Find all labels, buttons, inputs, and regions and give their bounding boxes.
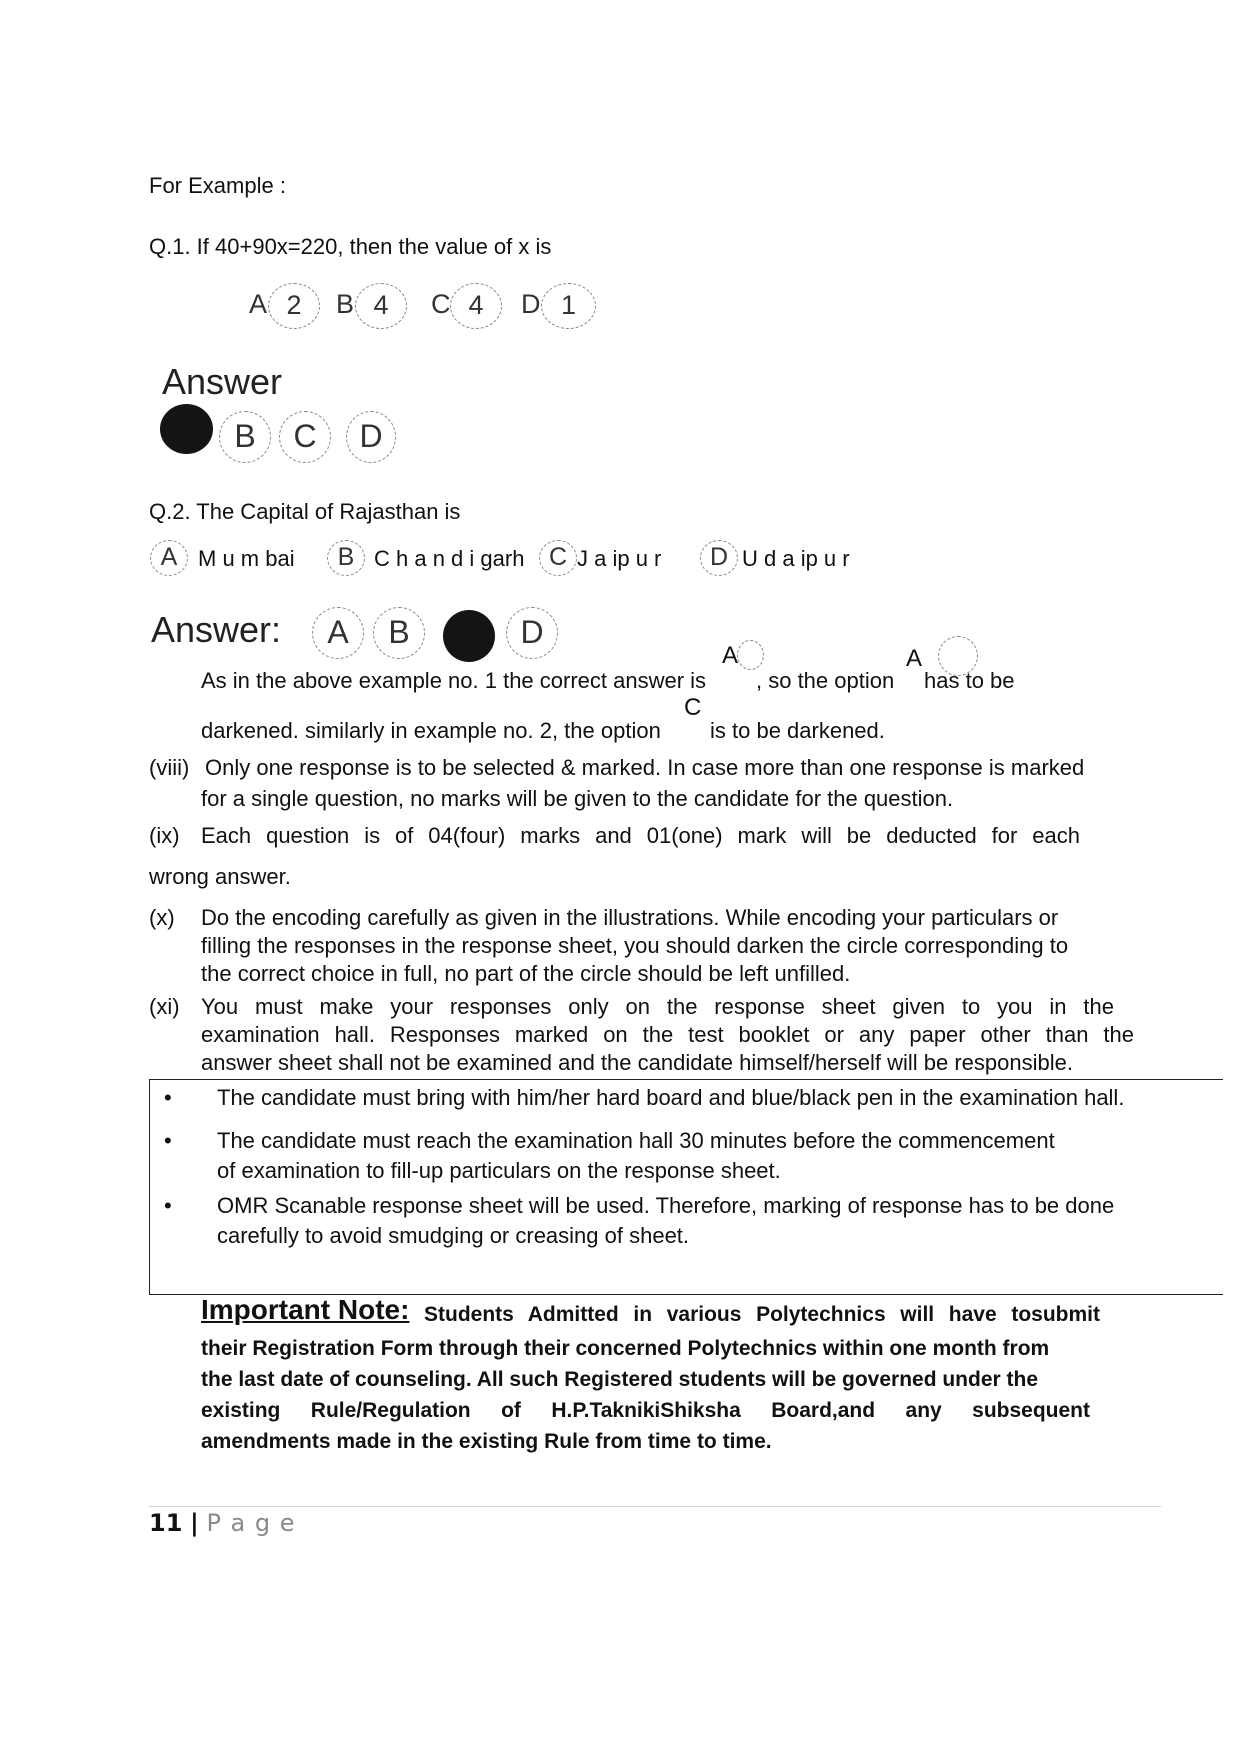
footer bbox=[149, 1509, 296, 1537]
q2-option-a-circle[interactable]: A bbox=[150, 540, 188, 576]
bullet-3-symbol: • bbox=[164, 1193, 172, 1218]
important-note-line5: amendments made in the existing Rule from time to time. bbox=[201, 1430, 772, 1453]
answer2-bubble-c-filled[interactable] bbox=[443, 610, 495, 662]
important-note-line2: their Registration Form through their concerned Polytechnics within one month from bbox=[201, 1337, 1050, 1360]
item-viii-number: (viii) bbox=[149, 755, 190, 780]
explain-ref-a-letter: A bbox=[722, 642, 739, 669]
bullet-2-line2: of examination to fill-up particulars on the response sheet. bbox=[217, 1158, 781, 1183]
q2-option-d-circle[interactable]: D bbox=[700, 540, 738, 576]
q1-option-d-letter: D bbox=[521, 289, 541, 319]
q1-option-a-letter: A bbox=[249, 289, 268, 319]
q2-option-b-text: C h a n d i garh bbox=[374, 546, 525, 571]
explain-line1-part2: , so the option bbox=[756, 668, 895, 693]
q1-question: Q.1. If 40+90x=220, then the value of x is bbox=[149, 234, 552, 259]
q2-option-c-circle[interactable]: C bbox=[539, 540, 577, 576]
q1-option-d-circle[interactable]: 1 bbox=[541, 283, 596, 329]
q1-option-a-circle[interactable]: 2 bbox=[268, 283, 320, 329]
answer2-bubble-d[interactable]: D bbox=[506, 607, 558, 659]
intro-text: For Example : bbox=[149, 173, 286, 198]
bullet-2-line1: The candidate must reach the examination hall 30 minutes before the commencement bbox=[217, 1128, 1055, 1153]
answer2-bubble-a[interactable]: A bbox=[312, 607, 364, 659]
answer1-bubble-b[interactable]: B bbox=[219, 411, 271, 463]
answer2-label: Answer: bbox=[151, 609, 282, 650]
item-x-line2: filling the responses in the response sheet, you should darken the circle corresponding to bbox=[201, 933, 1069, 958]
item-ix-number: (ix) bbox=[149, 823, 180, 848]
q1-option-b-circle[interactable]: 4 bbox=[355, 283, 407, 329]
footer-page-number: 11 bbox=[149, 1509, 183, 1537]
important-note-line1: Students Admitted in various Polytechnics will have tosubmit bbox=[424, 1303, 1100, 1326]
explain-ref-a-circle bbox=[737, 640, 764, 670]
bullet-2-symbol: • bbox=[164, 1128, 172, 1153]
footer-divider bbox=[149, 1506, 1161, 1507]
bullet-3-line1: OMR Scanable response sheet will be used. Therefore, marking of response has to be done bbox=[217, 1193, 1115, 1218]
instructions-box bbox=[149, 1079, 1223, 1295]
q2-question: Q.2. The Capital of Rajasthan is bbox=[149, 499, 461, 524]
q2-option-d-text: U d a ip u r bbox=[742, 546, 850, 571]
answer2-bubble-b[interactable]: B bbox=[373, 607, 425, 659]
q1-option-c-letter: C bbox=[431, 289, 451, 319]
important-note-title: Important Note: bbox=[201, 1294, 410, 1325]
item-viii-line1: Only one response is to be selected & marked. In case more than one response is marked bbox=[205, 755, 1085, 780]
q2-option-a-text: M u m bai bbox=[198, 546, 295, 571]
explain-ref-c-letter: C bbox=[684, 694, 702, 721]
item-xi-line1: You must make your responses only on the response sheet given to you in the bbox=[201, 994, 1114, 1019]
answer1-bubble-a-filled[interactable] bbox=[160, 404, 213, 454]
q1-option-c-circle[interactable]: 4 bbox=[450, 283, 502, 329]
item-x-number: (x) bbox=[149, 905, 175, 930]
answer1-bubble-c[interactable]: C bbox=[279, 411, 331, 463]
item-ix-line1: Each question is of 04(four) marks and 01(one) mark will be deducted for each bbox=[201, 823, 1080, 848]
bullet-3-line2: carefully to avoid smudging or creasing of sheet. bbox=[217, 1223, 690, 1248]
important-note-line3: the last date of counseling. All such Registered students will be governed under the bbox=[201, 1368, 1039, 1391]
q1-option-b-letter: B bbox=[336, 289, 355, 319]
q2-option-c-text: J a ip u r bbox=[577, 546, 662, 571]
answer1-bubble-d[interactable]: D bbox=[346, 411, 396, 463]
important-note-line4: existing Rule/Regulation of H.P.TaknikiShiksha Board,and any subsequent bbox=[201, 1399, 1090, 1422]
item-viii-line2: for a single question, no marks will be given to the candidate for the question. bbox=[201, 786, 954, 811]
answer1-label: Answer bbox=[162, 361, 283, 402]
item-x-line1: Do the encoding carefully as given in the illustrations. While encoding your particulars or bbox=[201, 905, 1059, 930]
footer-separator: | bbox=[190, 1509, 199, 1537]
item-ix-line2: wrong answer. bbox=[149, 864, 291, 889]
q2-option-b-circle[interactable]: B bbox=[327, 540, 365, 576]
bullet-1-text: The candidate must bring with him/her hard board and blue/black pen in the examination hall. bbox=[217, 1085, 1125, 1110]
item-xi-number: (xi) bbox=[149, 994, 180, 1019]
footer-page-label: P a g e bbox=[206, 1509, 296, 1537]
explain-line2-part2: is to be darkened. bbox=[710, 718, 885, 743]
explain-line2-part1: darkened. similarly in example no. 2, the option bbox=[201, 718, 661, 743]
bullet-1-symbol: • bbox=[164, 1085, 172, 1110]
item-xi-line2: examination hall. Responses marked on the test booklet or any paper other than the bbox=[201, 1022, 1134, 1047]
explain-line1-part3: has to be bbox=[924, 668, 1015, 693]
item-x-line3: the correct choice in full, no part of the circle should be left unfilled. bbox=[201, 961, 851, 986]
explain-line1-part1: As in the above example no. 1 the correct answer is bbox=[201, 668, 707, 693]
item-xi-line3: answer sheet shall not be examined and the candidate himself/herself will be responsible. bbox=[201, 1050, 1073, 1075]
explain-ref-a2-letter: A bbox=[906, 645, 923, 672]
